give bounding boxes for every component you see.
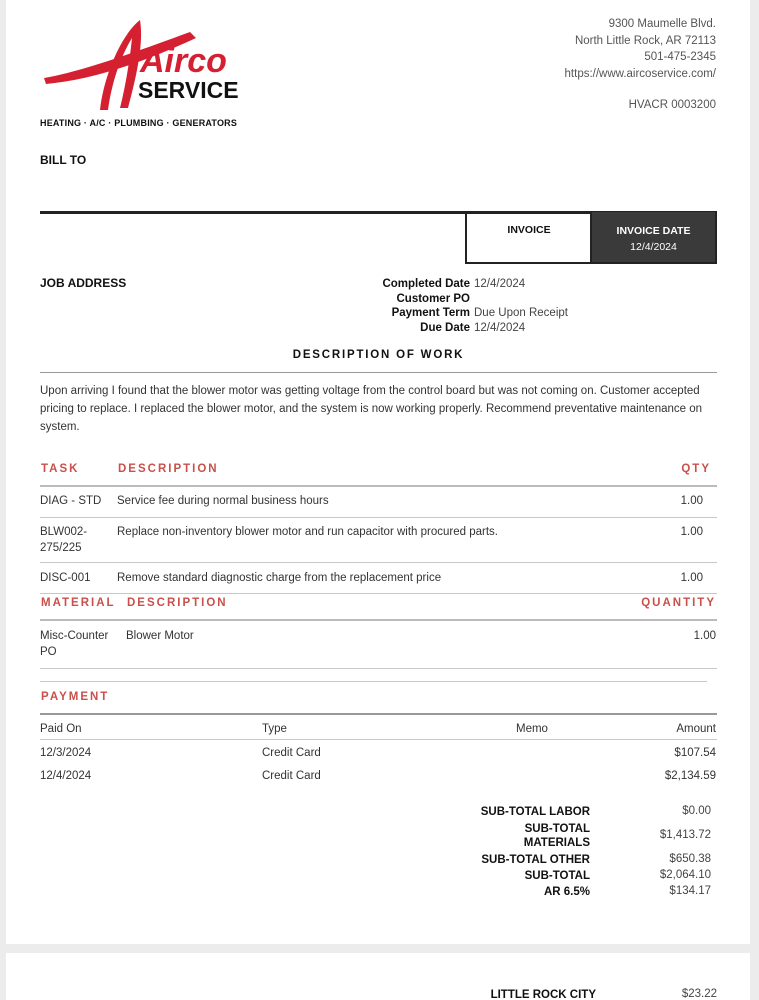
total-label: AR 6.5%: [543, 886, 590, 898]
payment-amount: $107.54: [674, 747, 716, 759]
row-divider: [40, 593, 717, 594]
meta-value: [470, 292, 474, 307]
invoice-page: [6, 0, 750, 944]
task-description: Service fee during normal business hours: [117, 495, 329, 507]
total-label: SUB-TOTAL MATERIALS: [523, 823, 590, 849]
meta-row: [336, 321, 568, 336]
next-page-label: LITTLE ROCK CITY: [490, 989, 596, 1000]
total-label: SUB-TOTAL: [524, 870, 590, 882]
task-description: Replace non-inventory blower motor and run capacitor with procured parts.: [117, 526, 498, 538]
material-name: Misc-Counter PO: [40, 630, 109, 658]
payment-header-divider: [40, 713, 717, 715]
row-divider: [40, 668, 717, 669]
total-value: $650.38: [669, 853, 711, 865]
task-qty: 1.00: [680, 572, 703, 584]
next-page-value: $23.22: [681, 988, 717, 1000]
bill-to-label: BILL TO: [40, 153, 87, 167]
task-code: BLW002-275/225: [40, 526, 88, 554]
row-divider: [40, 562, 717, 563]
payment-paid-on-header: Paid On: [40, 723, 82, 735]
meta-label: Due Date: [420, 321, 470, 334]
address-line2: North Little Rock, AR 72113: [574, 34, 716, 47]
invoice-label: INVOICE: [507, 224, 551, 236]
total-label: SUB-TOTAL OTHER: [481, 854, 590, 866]
total-label: SUB-TOTAL LABOR: [480, 806, 590, 818]
task-header: TASK: [41, 463, 80, 475]
material-quantity-header: QUANTITY: [641, 597, 716, 609]
payment-memo-header: Memo: [516, 723, 548, 735]
meta-row: [336, 292, 568, 307]
material-quantity: 1.00: [693, 630, 716, 642]
meta-value: 12/4/2024: [474, 278, 526, 290]
logo-word: SERVICE: [138, 77, 239, 103]
work-description: Upon arriving I found that the blower motor was getting voltage from the control board but was not coming on. Customer accepted pricing to replace. I replaced the blower motor, and the system is now working properly. Recommend preventative maintenance on system.: [40, 385, 703, 433]
payment-type: Credit Card: [262, 770, 321, 782]
total-value: $0.00: [682, 805, 711, 817]
company-phone[interactable]: 501-475-2345: [644, 51, 716, 63]
task-description: Remove standard diagnostic charge from the replacement price: [117, 572, 442, 584]
company-website[interactable]: https://www.aircoservice.com/: [564, 67, 716, 80]
payment-title: PAYMENT: [41, 691, 110, 703]
material-header: MATERIAL: [41, 597, 116, 609]
meta-label: Customer PO: [396, 292, 470, 305]
airco-logo: [40, 14, 250, 126]
logo-script-text: Airco: [140, 42, 227, 80]
material-description-header: DESCRIPTION: [127, 597, 228, 609]
meta-label: Payment Term: [391, 307, 470, 319]
next-page: [6, 953, 750, 1000]
material-description: Blower Motor: [126, 630, 194, 642]
payment-date: 12/4/2024: [40, 770, 92, 782]
meta-row: [336, 306, 568, 321]
total-value: $1,413.72: [659, 829, 711, 841]
total-value: $134.17: [669, 885, 711, 897]
job-address-label: JOB ADDRESS: [40, 276, 127, 290]
task-qty: 1.00: [680, 526, 703, 538]
payment-amount: $2,134.59: [664, 770, 716, 782]
task-description-header: DESCRIPTION: [118, 463, 219, 475]
row-divider: [40, 739, 717, 740]
task-qty: 1.00: [680, 495, 703, 507]
payment-date: 12/3/2024: [40, 747, 92, 759]
meta-value: Due Upon Receipt: [474, 307, 568, 319]
company-tagline: HEATING · A/C · PLUMBING · GENERATORS: [40, 118, 238, 128]
meta-row: [336, 277, 568, 292]
row-divider: [40, 517, 717, 518]
description-of-work-title: DESCRIPTION OF WORK: [292, 349, 465, 361]
invoice-label-box: [465, 212, 591, 264]
task-code: DISC-001: [40, 572, 91, 584]
work-divider: [40, 372, 717, 373]
meta-label: Completed Date: [382, 278, 470, 290]
invoice-meta: [336, 277, 568, 335]
invoice-date-box: [590, 212, 717, 264]
task-qty-header: QTY: [681, 463, 711, 475]
payment-type: Credit Card: [262, 747, 321, 759]
task-header-divider: [40, 485, 717, 487]
meta-value: 12/4/2024: [474, 321, 526, 334]
invoice-date-value: 12/4/2024: [630, 241, 677, 253]
material-header-divider: [40, 619, 717, 621]
total-value: $2,064.10: [659, 869, 711, 881]
payment-amount-header: Amount: [676, 723, 716, 735]
payment-type-header: Type: [262, 723, 287, 735]
license-number: HVACR 0003200: [628, 99, 716, 111]
company-address: [565, 16, 716, 82]
section-divider: [40, 681, 707, 682]
address-line1: 9300 Maumelle Blvd.: [608, 18, 716, 30]
invoice-date-label: INVOICE DATE: [616, 225, 691, 237]
task-code: DIAG - STD: [40, 495, 102, 507]
